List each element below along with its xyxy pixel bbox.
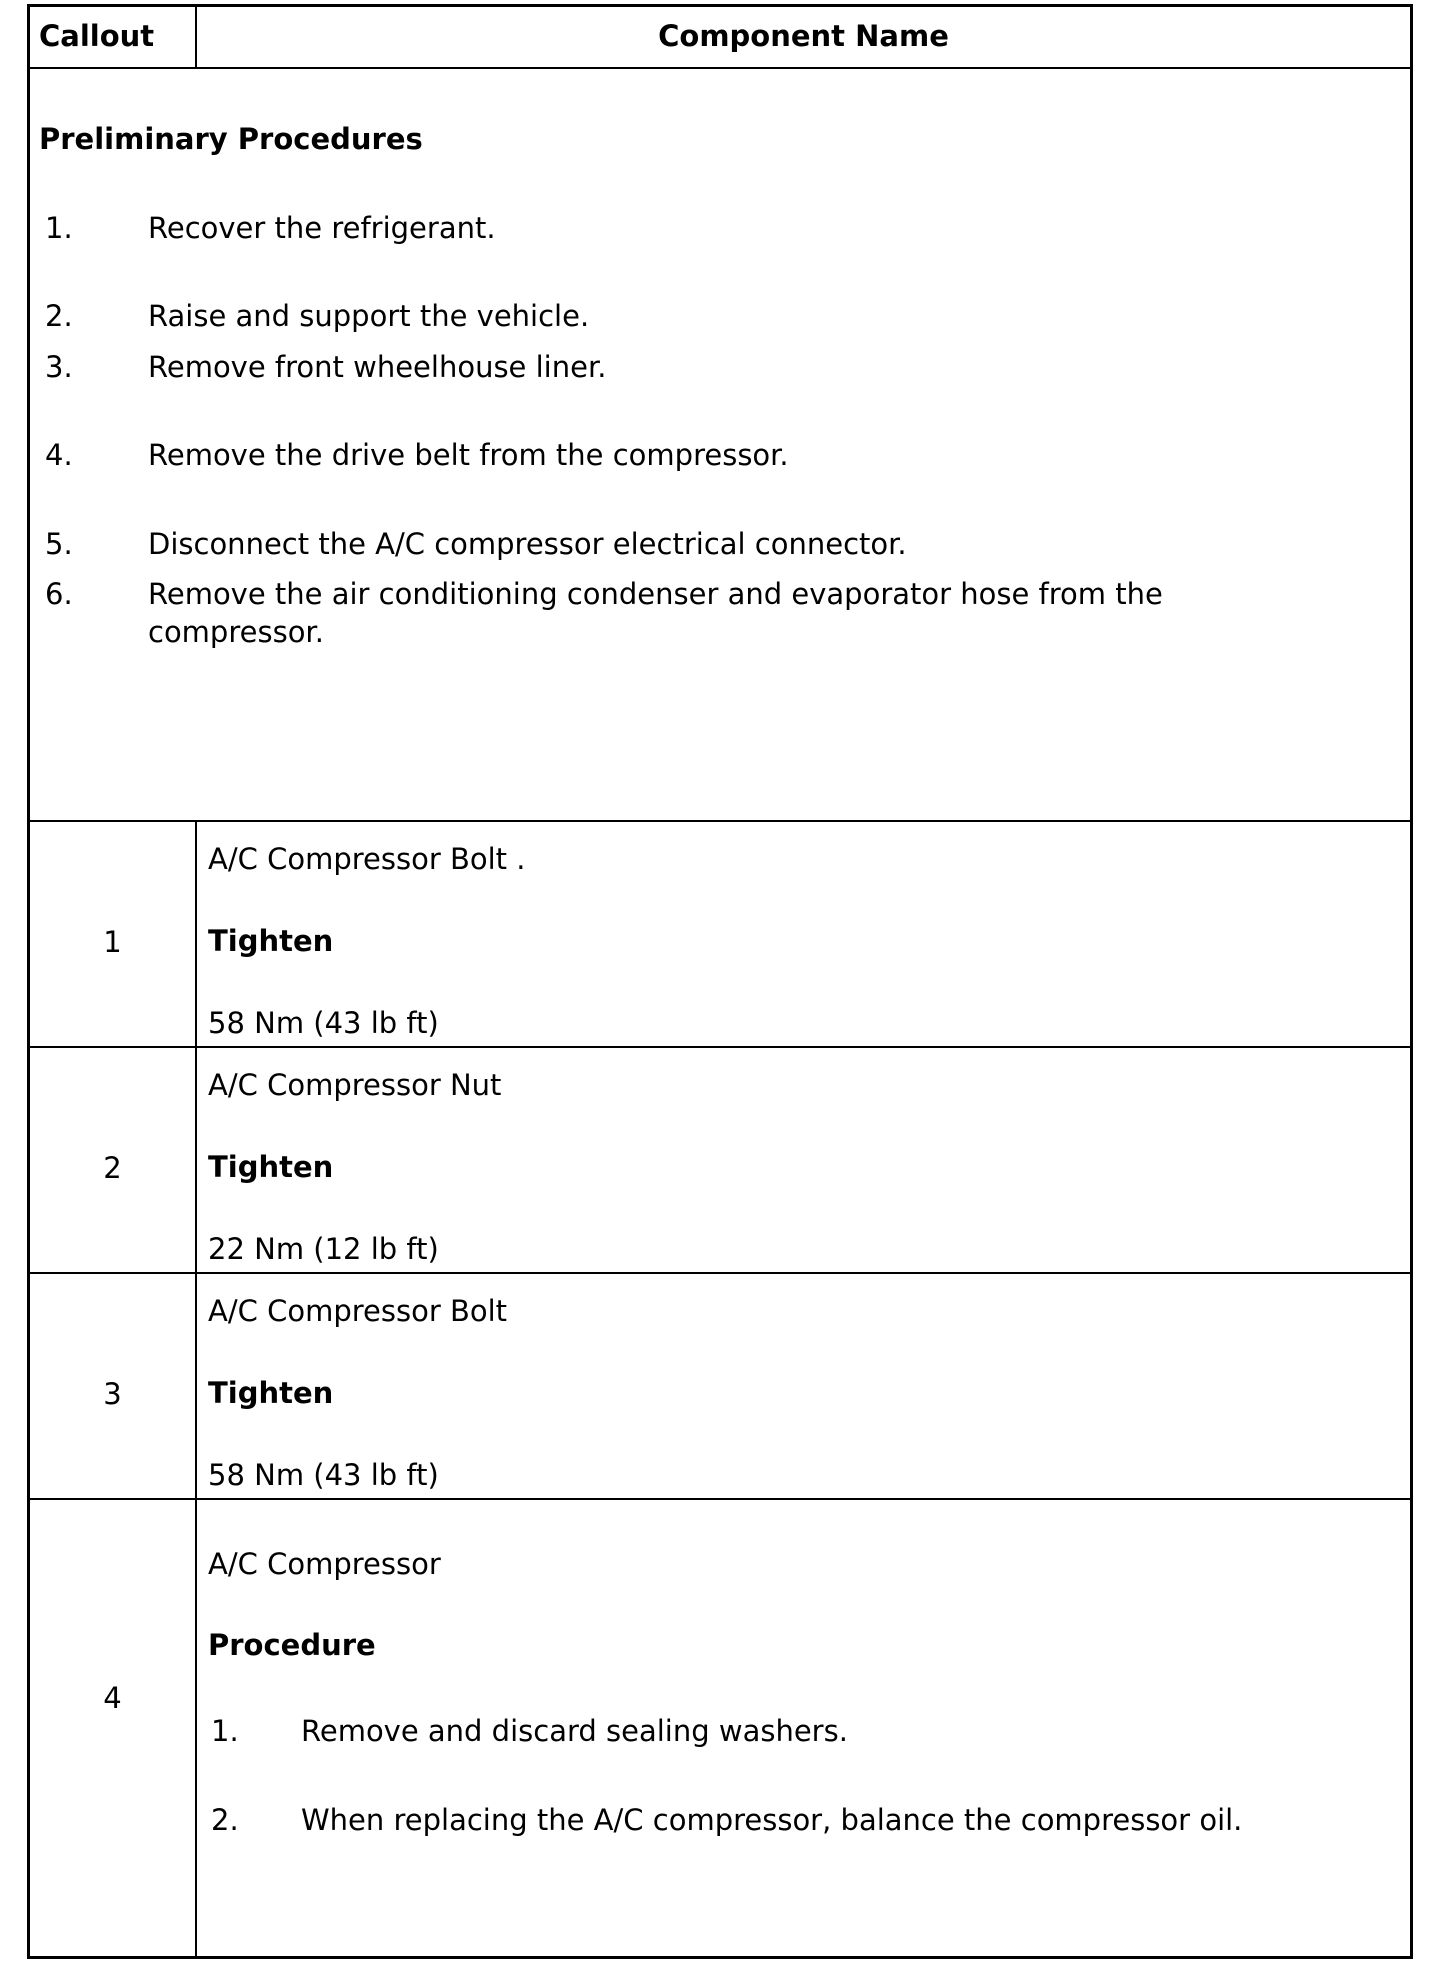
callout-number: 2 — [103, 1151, 122, 1185]
callout-number: 1 — [103, 925, 122, 959]
component-name: A/C Compressor Bolt . — [208, 842, 526, 876]
column-divider — [195, 820, 197, 1956]
preliminary-title: Preliminary Procedures — [39, 122, 423, 156]
step-number: 5. — [45, 527, 73, 561]
callout-number: 4 — [103, 1681, 122, 1715]
step-text: Disconnect the A/C compressor electrical connector. — [148, 527, 907, 561]
component-action: Tighten — [208, 924, 334, 958]
component-action: Procedure — [208, 1628, 376, 1662]
step-number: 3. — [45, 350, 73, 384]
row-divider — [30, 1046, 1410, 1048]
row-divider — [30, 1272, 1410, 1274]
step-text: Remove the drive belt from the compressor. — [148, 438, 789, 472]
component-name: A/C Compressor — [208, 1547, 441, 1581]
step-text: Raise and support the vehicle. — [148, 299, 590, 333]
torque-value: 58 Nm (43 lb ft) — [208, 1006, 439, 1040]
procedure-table — [27, 4, 1413, 1959]
torque-value: 22 Nm (12 lb ft) — [208, 1232, 439, 1266]
component-name: A/C Compressor Bolt — [208, 1294, 508, 1328]
header-component-name: Component Name — [658, 19, 949, 53]
step-text: Remove the air conditioning condenser and evaporator hose from the compressor. — [148, 577, 1163, 649]
step-number: 2. — [45, 299, 73, 333]
torque-value: 58 Nm (43 lb ft) — [208, 1458, 439, 1492]
step-number: 2. — [211, 1803, 239, 1837]
component-action: Tighten — [208, 1150, 334, 1184]
step-number: 4. — [45, 438, 73, 472]
step-text: Remove and discard sealing washers. — [301, 1714, 848, 1748]
row-divider — [30, 820, 1410, 822]
step-number: 1. — [45, 211, 73, 245]
header-divider — [30, 67, 1410, 69]
step-text: When replacing the A/C compressor, balance the compressor oil. — [301, 1803, 1243, 1837]
step-number: 1. — [211, 1714, 239, 1748]
step-text: Recover the refrigerant. — [148, 211, 496, 245]
step-number: 6. — [45, 577, 73, 611]
component-name: A/C Compressor Nut — [208, 1068, 502, 1102]
component-action: Tighten — [208, 1376, 334, 1410]
header-callout: Callout — [39, 19, 155, 53]
callout-number: 3 — [103, 1377, 122, 1411]
row-divider — [30, 1498, 1410, 1500]
step-text: Remove front wheelhouse liner. — [148, 350, 607, 384]
